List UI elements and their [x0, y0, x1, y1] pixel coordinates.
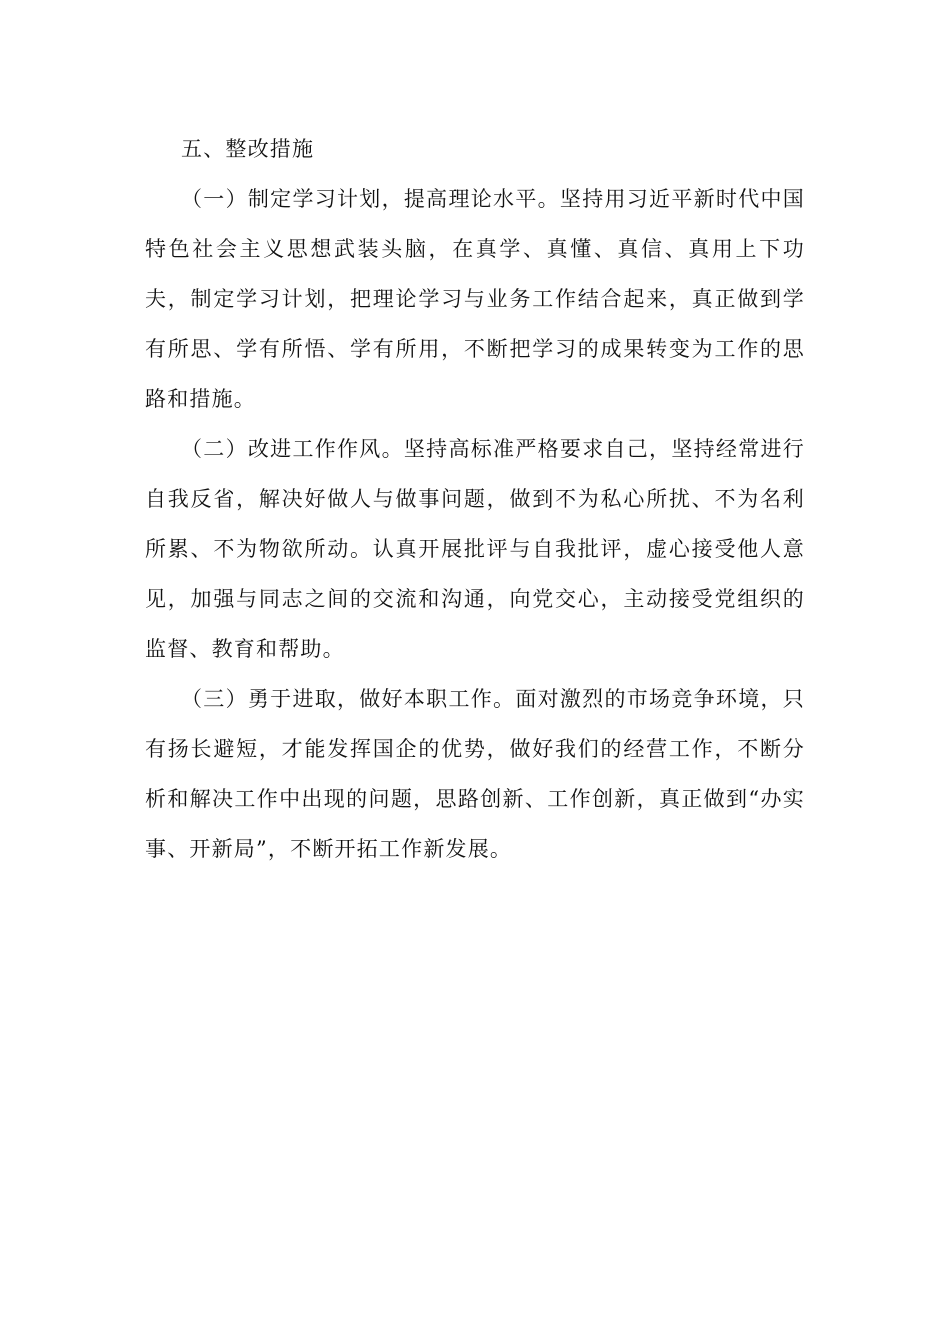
paragraph-job-duties: （三）勇于进取，做好本职工作。面对激烈的市场竞争环境，只有扬长避短，才能发挥国企的优势，做好我们的经营工作，不断分析和解决工作中出现的问题，思路创新、工作创新，真正做到“办实事、开新局”，不断开拓工作新发展。	[145, 687, 805, 861]
section-heading: 五、整改措施	[181, 137, 315, 161]
paragraph-work-style: （二）改进工作作风。坚持高标准严格要求自己，坚持经常进行自我反省，解决好做人与做事问题，做到不为私心所扰、不为名利所累、不为物欲所动。认真开展批评与自我批评，虚心接受他人意见，加强与同志之间的交流和沟通，向党交心，主动接受党组织的监督、教育和帮助。	[145, 437, 805, 661]
document-body	[145, 124, 805, 874]
paragraph-study-plan: （一）制定学习计划，提高理论水平。坚持用习近平新时代中国特色社会主义思想武装头脑，在真学、真懂、真信、真用上下功夫，制定学习计划，把理论学习与业务工作结合起来，真正做到学有所思、学有所悟、学有所用，不断把学习的成果转变为工作的思路和措施。	[145, 187, 805, 411]
